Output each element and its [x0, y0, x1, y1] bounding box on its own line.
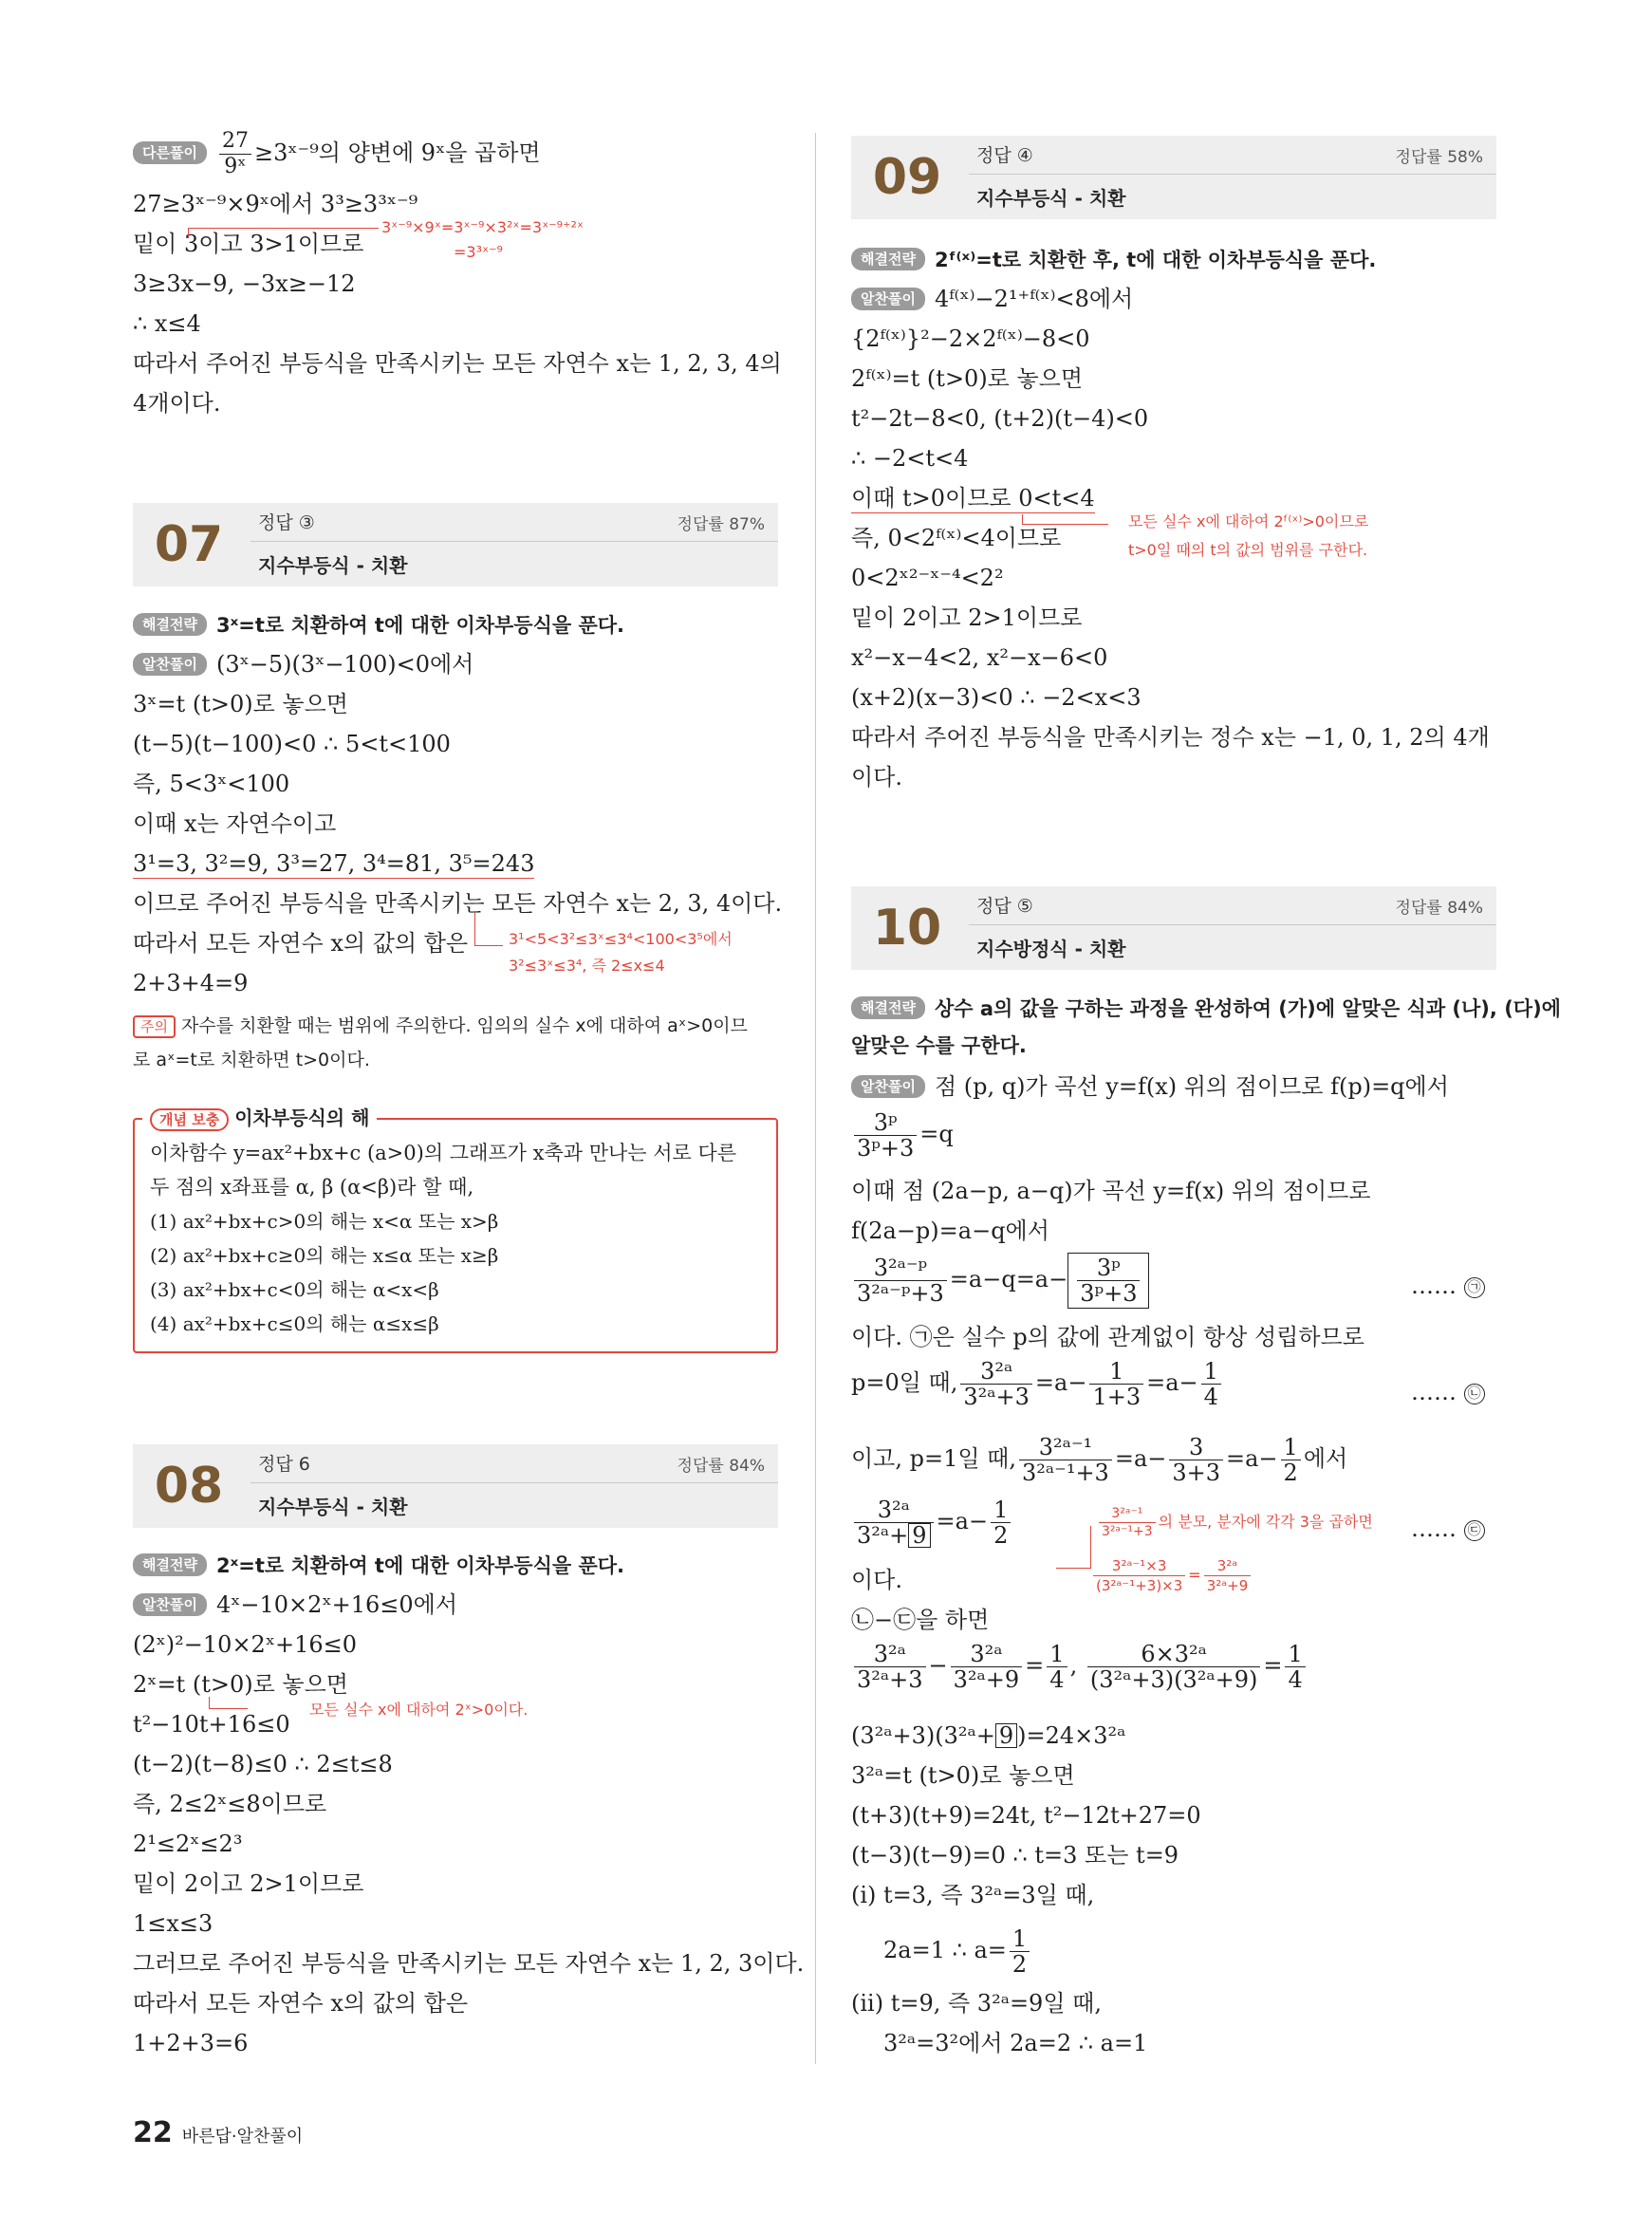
fraction: $\frac{\text{3²ᵃ}}{\text{3²ᵃ+3}}$ [960, 1359, 1032, 1409]
p10-line-3: f(2a−p)=a−q에서 [851, 1218, 1049, 1244]
p09-line-8: 0<2ˣ²⁻ˣ⁻⁴<2² [851, 565, 1004, 591]
header-rule [251, 541, 778, 542]
problem-number: 10 [872, 900, 942, 957]
fraction: $\frac{3}{3+3}$ [1169, 1435, 1223, 1485]
p07-strategy: 해결전략 3ˣ=t로 치환하여 t에 대한 이차부등식을 푼다. [133, 610, 624, 640]
concept-badge: 개념 보충 [150, 1108, 229, 1131]
p07-note-1: 3¹<5<3²≤3ˣ≤3⁴<100<3⁵에서 [509, 930, 733, 948]
p08-line-7: 2¹≤2ˣ≤2³ [133, 1831, 243, 1857]
p10-eq-1: $\frac{\text{3²ᵃ⁻ᵖ}}{\text{3²ᵃ⁻ᵖ+3}}$ =a−q=a− $\frac{\text{3ᵖ}}{\text{3ᵖ+3}}$ [851, 1253, 1149, 1309]
p10-line-7: (3²ᵃ+3)(3²ᵃ+ 9 )=24×3²ᵃ [851, 1722, 1126, 1749]
p09-line-12: 따라서 주어진 부등식을 만족시키는 정수 x는 −1, 0, 1, 2의 4개 [851, 724, 1490, 751]
fraction: $\frac{\text{3²ᵃ}}{\text{3²ᵃ+ 9}}$ [854, 1497, 934, 1548]
problem-07-header [133, 503, 778, 586]
p10-eq-2: p=0일 때, $\frac{\text{3²ᵃ}}{\text{3²ᵃ+3}}$ =a− $\frac{1}{1+3}$ =a− $\frac{1}{4}$ [851, 1359, 1224, 1409]
alt-line-1: 다른풀이 $\frac{27}{\text{9ˣ}}$ ≥3ˣ⁻⁹의 양변에 9ˣ을 곱하면 [133, 129, 541, 179]
problem-08-header [133, 1444, 778, 1528]
p09-line-3: 2ᶠ⁽ˣ⁾=t (t>0)로 놓으면 [851, 365, 1084, 392]
p10-note-2: $\frac{\text{3²ᵃ⁻¹×3}}{\text{(3²ᵃ⁻¹+3)×3}}$ = $\frac{\text{3²ᵃ}}{\text{3²ᵃ+9}}$ [1090, 1556, 1253, 1595]
p10-eq-3: 이고, p=1일 때, $\frac{\text{3²ᵃ⁻¹}}{\text{3²ᵃ⁻¹+3}}$ =a− $\frac{3}{3+3}$ =a− $\frac{1}{2}$ 에서 [851, 1434, 1348, 1486]
column-divider [815, 133, 816, 2064]
fraction: $\frac{\text{6×3²ᵃ}}{\text{(3²ᵃ+3)(3²ᵃ+9)}}$ [1087, 1642, 1261, 1692]
correct-rate: 정답률 84% [677, 1457, 765, 1476]
p09-note-2: t>0일 때의 t의 값의 범위를 구한다. [1128, 541, 1368, 559]
concept-line-3: (1) ax²+bx+c>0의 해는 x<α 또는 x>β [150, 1210, 499, 1233]
fraction: $\frac{\text{3²ᵃ⁻¹}}{\text{3²ᵃ⁻¹+3}}$ [1099, 1505, 1156, 1540]
p07-line-2: 3ˣ=t (t>0)로 놓으면 [133, 691, 348, 717]
answer-label: 정답 ④ [976, 145, 1033, 166]
topic-label: 지수부등식 - 치환 [976, 187, 1126, 210]
problem-10-header [851, 886, 1496, 970]
p08-note: 모든 실수 x에 대하여 2ˣ>0이다. [309, 1701, 529, 1719]
p09-line-2: {2ᶠ⁽ˣ⁾}²−2×2ᶠ⁽ˣ⁾−8<0 [851, 325, 1090, 352]
answer-box-b: 9 [908, 1523, 930, 1548]
p07-line-3: (t−5)(t−100)<0 ∴ 5<t<100 [133, 731, 451, 757]
concept-line-4: (2) ax²+bx+c≥0의 해는 x≤α 또는 x≥β [150, 1244, 499, 1267]
problem-number: 07 [154, 516, 224, 573]
caution-badge: 주의 [133, 1015, 176, 1038]
p10-note-1: $\frac{\text{3²ᵃ⁻¹}}{\text{3²ᵃ⁻¹+3}}$ 의 분모, 분자에 각각 3을 곱하면 [1096, 1505, 1373, 1540]
p10-strategy-2: 알맞은 수를 구한다. [851, 1034, 1027, 1057]
badge-strategy: 해결전략 [851, 248, 925, 270]
answer-label: 정답 6 [258, 1454, 310, 1475]
p09-strategy: 해결전략 2ᶠ⁽ˣ⁾=t로 치환한 후, t에 대한 이차부등식을 푼다. [851, 245, 1376, 274]
alt-note-arrow [188, 228, 379, 238]
p08-line-11: 따라서 모든 자연수 x의 값의 합은 [133, 1990, 469, 2017]
p10-note-arrow [1056, 1526, 1091, 1569]
p10-line-1: 알찬풀이 점 (p, q)가 곡선 y=f(x) 위의 점이므로 f(p)=q에서 [851, 1072, 1449, 1101]
page-footer-title: 바른답·알찬풀이 [181, 2127, 304, 2147]
badge-solution: 알찬풀이 [851, 1075, 925, 1098]
p07-line-8: 따라서 모든 자연수 x의 값의 합은 [133, 930, 469, 957]
p09-line-5: ∴ −2<t<4 [851, 445, 969, 472]
mark-2: …… ㉡ [1411, 1378, 1485, 1406]
header-rule [251, 1482, 778, 1483]
p10-line-6: ㉡−㉢을 하면 [851, 1607, 990, 1633]
fraction: $\frac{\text{3ᵖ}}{\text{3ᵖ+3}}$ [854, 1110, 917, 1161]
alt-line-6: 따라서 주어진 부등식을 만족시키는 모든 자연수 x는 1, 2, 3, 4의 [133, 350, 782, 377]
badge-strategy: 해결전략 [133, 613, 207, 636]
p10-line-13: (ii) t=9, 즉 3²ᵃ=9일 때, [851, 1990, 1102, 2017]
p09-line-1: 알찬풀이 4ᶠ⁽ˣ⁾−2¹⁺ᶠ⁽ˣ⁾<8에서 [851, 285, 1133, 313]
p07-line-9: 2+3+4=9 [133, 970, 249, 996]
topic-label: 지수부등식 - 치환 [258, 1496, 408, 1518]
alt-line-2: 27≥3ˣ⁻⁹×9ˣ에서 3³≥3³ˣ⁻⁹ [133, 191, 418, 217]
p09-line-13: 이다. [851, 764, 902, 790]
alt-line-4: 3≥3x−9, −3x≥−12 [133, 270, 356, 297]
alt-fraction: $\frac{27}{\text{9ˣ}}$ [219, 129, 251, 179]
fraction: $\frac{1}{4}$ [1285, 1642, 1305, 1692]
badge-alt: 다른풀이 [133, 141, 207, 164]
p07-line-6: 3¹=3, 3²=9, 3³=27, 3⁴=81, 3⁵=243 [133, 850, 535, 877]
p07-line-5: 이때 x는 자연수이고 [133, 810, 337, 837]
p08-line-8: 밑이 2이고 2>1이므로 [133, 1870, 364, 1897]
p08-strategy: 해결전략 2ˣ=t로 치환하여 t에 대한 이차부등식을 푼다. [133, 1551, 624, 1580]
p07-line-4: 즉, 5<3ˣ<100 [133, 771, 290, 797]
p07-note-arrow-h [474, 945, 503, 946]
topic-label: 지수방정식 - 치환 [976, 938, 1126, 960]
p10-line-10: (t−3)(t−9)=0 ∴ t=3 또는 t=9 [851, 1842, 1179, 1869]
p07-note-arrow [474, 913, 483, 945]
alt-line-5: ∴ x≤4 [133, 310, 201, 337]
concept-line-1: 이차함수 y=ax²+bx+c (a>0)의 그래프가 x축과 만나는 서로 다른 [150, 1142, 737, 1164]
fraction: $\frac{1}{2}$ [991, 1497, 1011, 1548]
fraction: $\frac{1}{4}$ [1047, 1642, 1067, 1692]
p10-line-4: 이다. ㉠은 실수 p의 값에 관계없이 항상 성립하므로 [851, 1324, 1364, 1350]
p08-note-arrow [209, 1697, 248, 1709]
p07-line-7: 이므로 주어진 부등식을 만족시키는 모든 자연수 x는 2, 3, 4이다. [133, 890, 783, 917]
p09-line-11: (x+2)(x−3)<0 ∴ −2<x<3 [851, 684, 1142, 711]
problem-number: 09 [872, 149, 942, 206]
fraction: $\frac{\text{3²ᵃ}}{\text{3²ᵃ+9}}$ [1204, 1556, 1252, 1595]
answer-label: 정답 ③ [258, 512, 315, 533]
fraction: $\frac{1}{1+3}$ [1089, 1359, 1143, 1409]
concept-title: 개념 보충 이차부등식의 해 [142, 1103, 377, 1131]
fraction: $\frac{\text{3ᵖ}}{\text{3ᵖ+3}}$ [1077, 1255, 1140, 1306]
correct-rate: 정답률 58% [1395, 148, 1483, 167]
p10-eq-5: $\frac{\text{3²ᵃ}}{\text{3²ᵃ+3}}$ − $\frac{\text{3²ᵃ}}{\text{3²ᵃ+9}}$ = $\frac{1}{4}$ , $\frac{\text{6×3²ᵃ}}{\text{(3²ᵃ+3)(3²ᵃ+9)}}$ = $\frac{1}{4}$ [851, 1642, 1309, 1692]
fraction: $\frac{\text{3²ᵃ⁻ᵖ}}{\text{3²ᵃ⁻ᵖ+3}}$ [854, 1255, 947, 1306]
p08-line-3: 2ˣ=t (t>0)로 놓으면 [133, 1671, 348, 1698]
fraction: $\frac{\text{3²ᵃ⁻¹×3}}{\text{(3²ᵃ⁻¹+3)×3}}$ [1093, 1556, 1185, 1595]
problem-number: 08 [154, 1458, 224, 1515]
p09-line-9: 밑이 2이고 2>1이므로 [851, 604, 1083, 631]
p10-eq-fp: $\frac{\text{3ᵖ}}{\text{3ᵖ+3}}$ =q [851, 1110, 954, 1161]
fraction: $\frac{1}{2}$ [1281, 1435, 1301, 1485]
p10-line-9: (t+3)(t+9)=24t, t²−12t+27=0 [851, 1802, 1201, 1829]
fraction: $\frac{\text{3²ᵃ}}{\text{3²ᵃ+9}}$ [951, 1642, 1023, 1692]
p10-line-12: 2a=1 ∴ a= $\frac{1}{2}$ [883, 1926, 1032, 1977]
p10-eq-4: $\frac{\text{3²ᵃ}}{\text{3²ᵃ+ 9}}$ =a− $\frac{1}{2}$ [851, 1497, 1013, 1548]
p07-caution-2: 로 aˣ=t로 치환하면 t>0이다. [133, 1050, 370, 1070]
p09-line-6: 이때 t>0이므로 0<t<4 [851, 485, 1095, 511]
badge-solution: 알찬풀이 [133, 653, 207, 676]
p08-line-1: 알찬풀이 4ˣ−10×2ˣ+16≤0에서 [133, 1590, 457, 1619]
p08-line-10: 그러므로 주어진 부등식을 만족시키는 모든 자연수 x는 1, 2, 3이다. [133, 1950, 805, 1977]
correct-rate: 정답률 87% [677, 515, 765, 534]
answer-box-a [1067, 1253, 1149, 1309]
p07-note-2: 3²≤3ˣ≤3⁴, 즉 2≤x≤4 [509, 957, 665, 975]
page-number: 22 [133, 2116, 173, 2149]
p10-line-2: 이때 점 (2a−p, a−q)가 곡선 y=f(x) 위의 점이므로 [851, 1178, 1371, 1204]
problem-09-header [851, 136, 1496, 219]
p10-strategy-1: 해결전략 상수 a의 값을 구하는 과정을 완성하여 (가)에 알맞은 식과 (나), (다)에 [851, 994, 1561, 1023]
alt-note-1: 3ˣ⁻⁹×9ˣ=3ˣ⁻⁹×3²ˣ=3ˣ⁻⁹⁺²ˣ [381, 218, 584, 236]
fraction: $\frac{1}{4}$ [1201, 1359, 1221, 1409]
p09-line-4: t²−2t−8<0, (t+2)(t−4)<0 [851, 405, 1149, 432]
p10-line-14: 3²ᵃ=3²에서 2a=2 ∴ a=1 [883, 2030, 1148, 2056]
p08-line-12: 1+2+3=6 [133, 2030, 249, 2056]
answer-box-c: 9 [995, 1723, 1017, 1748]
header-rule [969, 174, 1496, 175]
concept-line-5: (3) ax²+bx+c<0의 해는 α<x<β [150, 1278, 439, 1301]
mark-1: …… ㉠ [1411, 1272, 1485, 1300]
p07-line-1: 알찬풀이 (3ˣ−5)(3ˣ−100)<0에서 [133, 650, 473, 679]
alt-line-7: 4개이다. [133, 390, 221, 417]
p08-line-4: t²−10t+16≤0 [133, 1711, 290, 1738]
correct-rate: 정답률 84% [1395, 899, 1483, 918]
alt-line-3: 밑이 3이고 3>1이므로 [133, 231, 364, 257]
concept-line-2: 두 점의 x좌표를 α, β (α<β)라 할 때, [150, 1176, 474, 1199]
p10-line-5: 이다. [851, 1567, 902, 1593]
p10-line-8: 3²ᵃ=t (t>0)로 놓으면 [851, 1762, 1075, 1789]
badge-solution: 알찬풀이 [133, 1593, 207, 1616]
p08-line-9: 1≤x≤3 [133, 1910, 213, 1937]
p09-line-10: x²−x−4<2, x²−x−6<0 [851, 644, 1108, 671]
page-footer [133, 2116, 303, 2149]
topic-label: 지수부등식 - 치환 [258, 554, 408, 577]
badge-strategy: 해결전략 [851, 996, 925, 1019]
concept-line-6: (4) ax²+bx+c≤0의 해는 α≤x≤β [150, 1312, 439, 1335]
mark-3: …… ㉢ [1411, 1515, 1485, 1543]
header-rule [969, 924, 1496, 925]
fraction: $\frac{\text{3²ᵃ⁻¹}}{\text{3²ᵃ⁻¹+3}}$ [1019, 1435, 1112, 1485]
p09-note-1: 모든 실수 x에 대하여 2ᶠ⁽ˣ⁾>0이므로 [1128, 512, 1369, 530]
p10-line-11: (i) t=3, 즉 3²ᵃ=3일 때, [851, 1882, 1095, 1908]
fraction: $\frac{\text{3²ᵃ}}{\text{3²ᵃ+3}}$ [854, 1642, 926, 1692]
p08-line-6: 즉, 2≤2ˣ≤8이므로 [133, 1791, 327, 1817]
p07-caution-1: 주의 자수를 치환할 때는 범위에 주의한다. 임의의 실수 x에 대하여 aˣ>0이므 [133, 1012, 748, 1040]
p08-line-2: (2ˣ)²−10×2ˣ+16≤0 [133, 1631, 358, 1658]
answer-label: 정답 ⑤ [976, 896, 1033, 917]
alt-note-2: =3³ˣ⁻⁹ [454, 243, 503, 261]
fraction: $\frac{1}{2}$ [1010, 1926, 1030, 1977]
badge-solution: 알찬풀이 [851, 288, 925, 310]
badge-strategy: 해결전략 [133, 1553, 207, 1576]
p09-line-7: 즉, 0<2ᶠ⁽ˣ⁾<4이므로 [851, 525, 1062, 551]
p08-line-5: (t−2)(t−8)≤0 ∴ 2≤t≤8 [133, 1751, 393, 1777]
